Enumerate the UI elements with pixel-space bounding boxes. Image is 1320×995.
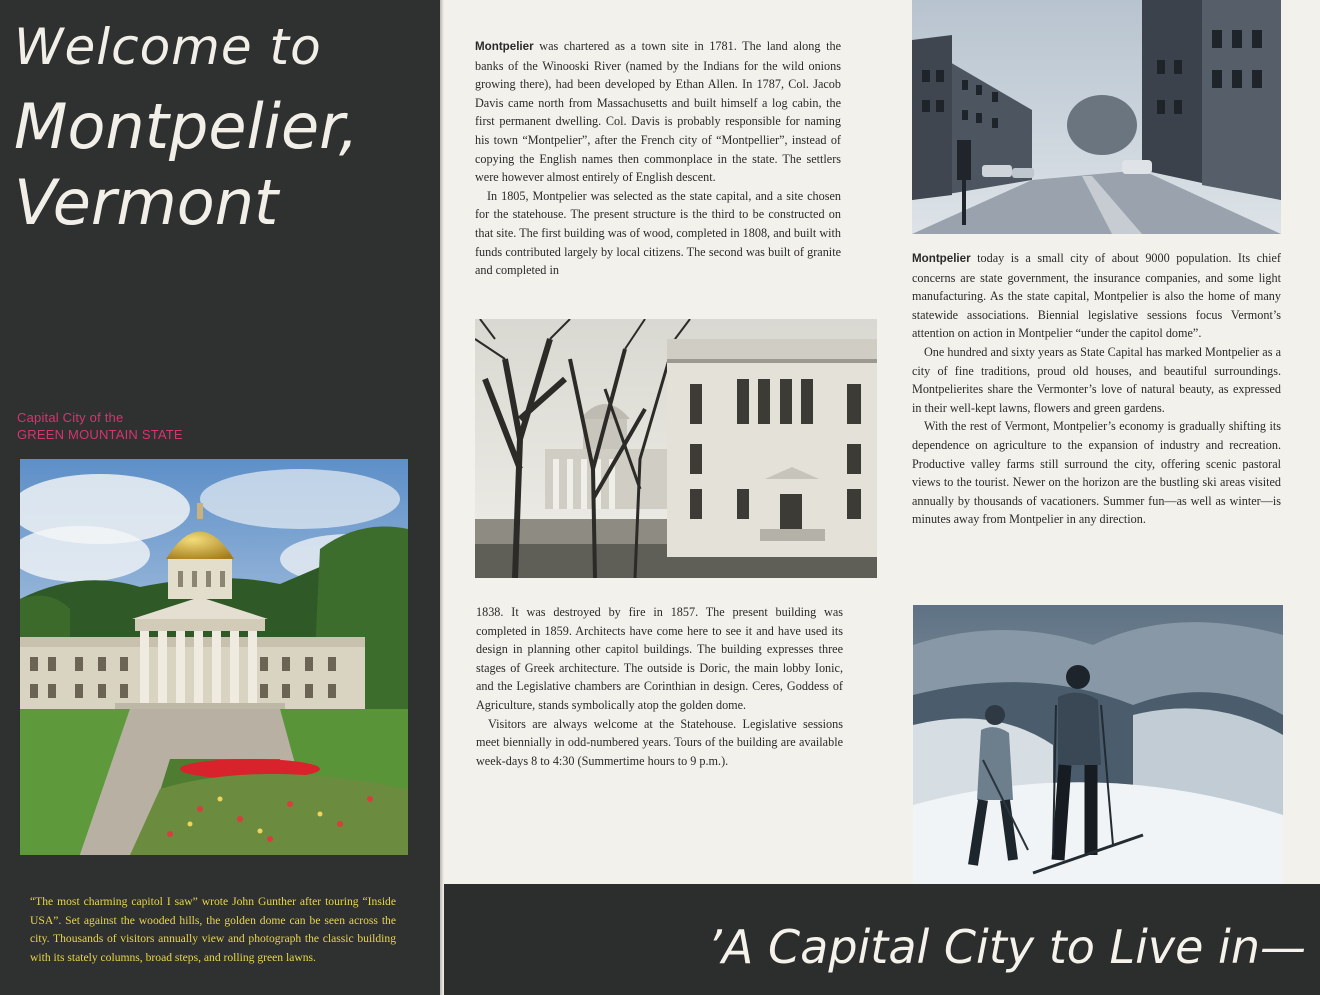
history-lead-word: Montpelier	[475, 40, 534, 53]
today-lead-word: Montpelier	[912, 252, 971, 265]
main-street-photo	[912, 0, 1281, 234]
subtitle-line-2: GREEN MOUNTAIN STATE	[17, 427, 183, 442]
cover-panel	[0, 0, 440, 995]
title-line-vermont: Vermont	[14, 166, 279, 239]
statehouse-photo	[475, 319, 877, 578]
statehouse-illustration	[475, 319, 877, 578]
today-paragraph-2: One hundred and sixty years as State Capital has marked Montpelier as a city of fine traditions, proud old houses, and beautiful surroundings. Montpelierites share the Vermonter’s love of natural beauty, as expressed in their well-kept lawns, flowers and green gardens.	[912, 344, 1281, 415]
tagline: ’A Capital City to Live in—	[707, 920, 1306, 974]
history-paragraph-2: In 1805, Montpelier was selected as the state capital, and a site chosen for the statehouse. The present structure is the third to be constructed on that site. The first building was of wood, completed in 1808, and built with funds contributed largely by local citizens. The second was built of granite and completed in	[475, 188, 841, 278]
title-line-welcome: Welcome to	[14, 18, 322, 76]
today-paragraph-1	[912, 249, 1281, 343]
cover-title	[14, 18, 359, 239]
cover-caption: “The most charming capitol I saw” wrote John Gunther after touring “Inside USA”. Set against the wooded hills, the golden dome can be seen across the city. Thousands of visitors annually view and photograph the classic building with its stately columns, broad steps, and rolling green lawns.	[30, 895, 396, 965]
today-paragraph-3: With the rest of Vermont, Montpelier’s economy is gradually shifting its dependence on agriculture to the expansion of industry and recreation. Productive valley farms still surround the city, offering scenic pastoral views to the tourist. Newer on the horizon are the bustling ski areas visited annually by thousands of vacationers. Summer fun—as well as winter—is minutes away from Montpelier in any direction.	[912, 419, 1281, 527]
history-paragraph-1-body: was chartered as a town site in 1781. The land along the banks of the Winooski River (named by the Indians for the wild onions growing there), had been developed by Ethan Allen. In 1787, Col. Jacob Davis came north from Massachusetts and built himself a log cabin, the first permanent dwelling. Col. Davis is probably responsible for naming his town “Montpelier”, after the French city of “Montpellier”, instead of copying the English names then commonplace in the state. The settlers were however almost entirely of English descent.	[475, 39, 841, 185]
skiers-photo	[913, 605, 1283, 888]
history-text-bottom	[476, 603, 843, 770]
history-text-top	[475, 37, 841, 280]
tagline-banner	[444, 884, 1320, 995]
cover-subtitle	[17, 409, 183, 443]
history-paragraph-4: Visitors are always welcome at the Statehouse. Legislative sessions meet biennially in odd-numbered years. Tours of the building are available week-days 8 to 4:30 (Summertime hours to 9 p.m.).	[476, 716, 843, 768]
capitol-building-photo	[20, 459, 408, 855]
today-text	[912, 249, 1281, 529]
skiers-illustration	[913, 605, 1283, 888]
history-paragraph-3: 1838. It was destroyed by fire in 1857. The present building was completed in 1859. Architects have come here to see it and have used its design in planning other capitol buildings. The building expresses three stages of Greek architecture. The outside is Doric, the main lobby Ionic, and the Legislative chambers are Corinthian in design. Ceres, Goddess of Agriculture, stands symbolically atop the golden dome.	[476, 605, 843, 712]
title-line-montpelier: Montpelier,	[14, 90, 359, 163]
capitol-illustration	[20, 459, 408, 855]
main-street-illustration	[912, 0, 1281, 234]
subtitle-line-1: Capital City of the	[17, 410, 124, 425]
today-paragraph-1-body: today is a small city of about 9000 population. Its chief concerns are state government, the insurance companies, and some light manufacturing. As the state capital, Montpelier is also the home of many statewide associations. Biennial legislative sessions focus Vermont’s attention on action in Montpelier “under the capitol dome”.	[912, 251, 1281, 341]
history-paragraph-1	[475, 37, 841, 187]
